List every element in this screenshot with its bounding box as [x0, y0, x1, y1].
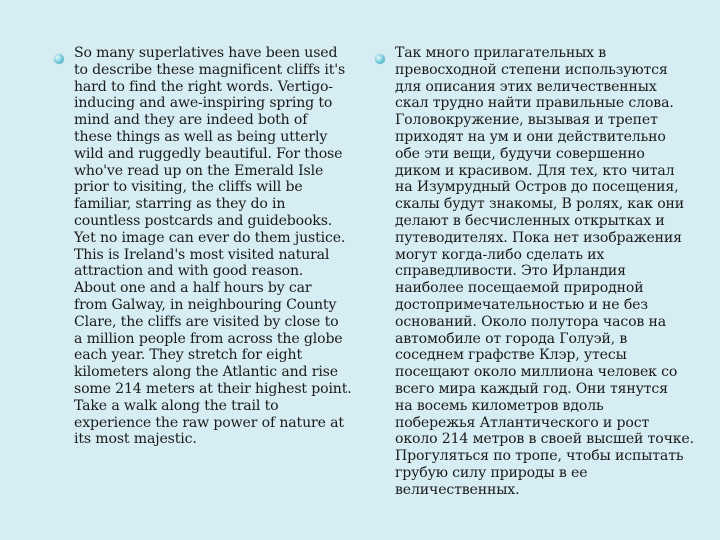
english-column — [54, 45, 366, 448]
english-paragraph: So many superlatives have been used to describe these magnificent cliffs it's hard to find the right words. Vertigo- inducing and awe-inspiring spring to mind and they are indeed both of these things as well as being utterly wild and ruggedly beautiful. For those who've read up on the Emerald Isle prior to visiting, the cliffs will be familiar, starring as they do in countless postcards and guidebooks. Yet no image can ever do them justice. This is Ireland's most visited natural attraction and with good reason. About one and a half hours by car from Galway, in neighbouring County Clare, the cliffs are visited by close to a million people from across the globe each year. They stretch for eight kilometers along the Atlantic and rise some 214 meters at their highest point. Take a walk along the trail to experience the raw power of nature at its most majestic. — [74, 45, 352, 448]
bullet-icon — [375, 54, 385, 64]
russian-paragraph: Так много прилагательных в превосходной степени используются для описания этих величественных скал трудно найти правильные слова. Головокружение, вызывая и трепет приходят на ум и они действительно обе эти вещи, будучи совершенно диком и красивом. Для тех, кто читал на Изумрудный Остров до посещения, скалы будут знакомы, В ролях, как они делают в бесчисленных открытках и путеводителях. Пока нет изображения могут когда-либо сделать их справедливости. Это Ирландия наиболее посещаемой природной достопримечательностью и не без оснований. Около полутора часов на автомобиле от города Голуэй, в соседнем графстве Клэр, утесы посещают около миллиона человек со всего мира каждый год. Они тянутся на восемь километров вдоль побережья Атлантического и рост около 214 метров в своей высшей точке. Прогуляться по тропе, чтобы испытать грубую силу природы в ее величественных. — [395, 45, 694, 498]
russian-column — [375, 45, 710, 499]
bullet-icon — [54, 54, 64, 64]
